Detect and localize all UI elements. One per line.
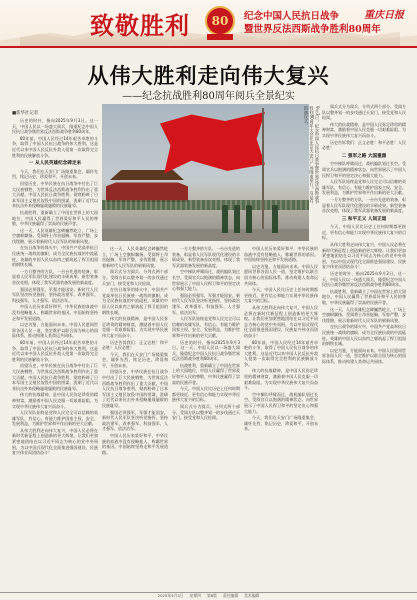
- paragraph: 伟大的抗战精神，是中国人民弥足珍贵的精神财富，激励着中国人民克服一切艰难险阻、为实现中华民族伟大复兴而奋斗。: [244, 368, 318, 391]
- paragraph: 在抗日战争的烽火中，中国共产党高举抗日民族统一战线的旗帜，成为全民族抗战的中流砥柱。英雄的中国人民以血肉之躯筑起了捍卫祖国的钢铁长城。: [12, 245, 98, 268]
- paragraph: 今天，中国人民比历史上任何时期都更接近、更有信心和能力实现中华民族伟大复兴的目标。: [322, 224, 406, 241]
- page-subheadline: ——纪念抗战胜利80周年阅兵全景纪实: [122, 91, 295, 102]
- paragraph: 人民军队始终是党和人民完全可以信赖的英雄军队，有信心、有能力维护国家主权、安全、发展利益，为维护世界和平作出新的更大贡献。: [322, 179, 406, 196]
- masthead-banner: [0, 0, 417, 46]
- paragraph: 以史为鉴，方能面向未来。中国人民愿同世界各国人民一道，坚定维护以联合国为核心的国际体系，推动构建人类命运共同体。: [322, 347, 406, 364]
- paragraph: 历史的时针，指向2025年9月3日。这一天，中国人民以一场盛大阅兵，隆重纪念中国人民抗日战争暨世界反法西斯战争胜利80周年。: [12, 118, 98, 135]
- page-footer: [0, 592, 417, 600]
- section-heading: 三 和平正义 人间正道: [341, 216, 387, 222]
- paragraph: 今天，我们在天安门广场隆重集会，缅怀先烈，铭记历史，珍爱和平，开创未来。: [12, 168, 98, 180]
- paragraph: 从伟大胜利走向伟大复兴，中国人民必将在新时代新征程上创造新的更大辉煌。让我们更加紧密地团结在以习近平同志为核心的党中央周围，为以中国式现代化全面推进强国建设、民族复兴伟业而团结奋斗！: [12, 427, 98, 456]
- flagpole: [262, 108, 264, 240]
- paragraph: 抗战胜利，重新确立了中国在世界上的大国地位，中国人民赢得了世界爱好和平人民的尊敬，中华民族赢得了崇高的民族声誉。: [322, 288, 406, 305]
- paragraph: 强国必须强军，军强才能国安。新时代人民军队坚决听党指挥，坚持政治建军、改革强军、科技强军、人才强军、依法治军。: [12, 286, 98, 303]
- photo-caption: 9月3日，纪念中国人民抗日战争暨世界反法西斯战争胜利80周年大会在北京天安门广场隆重举行。这是升国旗仪式。: [304, 106, 320, 204]
- article-column-5: [244, 246, 318, 588]
- section-heading: 一 从人民英雄纪念碑走来: [28, 161, 82, 167]
- paragraph: 从伟大胜利走向伟大复兴，中国人民必将在新时代新征程上创造新的更大辉煌。让我们更加紧密地团结在以习近平同志为核心的党中央周围，为以中国式现代化全面推进强国建设、民族复兴伟业而团结奋斗！: [322, 242, 406, 270]
- paragraph: 今天，我们在天安门广场隆重集会，缅怀先烈，铭记历史，珍爱和平，开创未来。: [102, 351, 168, 368]
- paragraph: 以史为鉴，方能面向未来。中国人民愿同世界各国人民一道，坚定维护以联合国为核心的国际体系，推动构建人类命运共同体。: [12, 322, 98, 339]
- commemoration-line-1: 纪念中国人民抗日战争: [244, 11, 340, 22]
- paragraph: 这一天，人民英雄纪念碑巍然屹立，广场上空旗帜飘扬。受阅将士昂首挺胸，军容严整，步伐铿锵，展示着新时代人民军队的崭新风貌。: [102, 246, 168, 268]
- paragraph: 回望历史，中华民族在抗日战争中付出了巨大民族牺牲，为世界反法西斯战争胜利作出了重大贡献。中国人民抗日战争胜利，彻底粉碎了日本军国主义殖民奴役中国的图谋，洗刷了近代以来抗击外来侵略屡战屡败的民族耻辱。: [12, 180, 98, 209]
- paragraph: 今天，中国人民比历史上任何时期都更接近、更有信心和能力实现中华民族伟大复兴的目标。: [172, 386, 240, 403]
- paragraph: 一方方整齐的方队，一台台先进的装备，彰显着人民军队现代化建设的丰硕成果。新型装备首次亮相，体现了我军武器装备发展的新高度。: [12, 268, 98, 286]
- paragraph: 这一天，人民英雄纪念碑巍然屹立，广场上空旗帜飘扬。受阅将士昂首挺胸，军容严整，步伐铿锵，展示着新时代人民军队的崭新风貌。: [322, 306, 406, 323]
- paragraph: 一方方整齐的方队，一台台先进的装备，彰显着人民军队现代化建设的丰硕成果。新型装备首次亮相，体现了我军武器装备发展的新高度。: [322, 196, 406, 214]
- paragraph: 伟大的抗战精神，是中国人民弥足珍贵的精神财富，激励着中国人民克服一切艰难险阻、为实现中华民族伟大复兴而奋斗。: [102, 316, 168, 338]
- paragraph: 回望历史，中华民族在抗日战争中付出了巨大民族牺牲，为世界反法西斯战争胜利作出了重大贡献。中国人民抗日战争胜利，彻底粉碎了日本军国主义殖民奴役中国的图谋，洗刷了近代以来抗击外来侵略屡战屡败的民族耻辱。: [102, 369, 168, 409]
- paragraph: 历史的时针，指向2025年9月3日。这一天，中国人民以一场盛大阅兵，隆重纪念中国人民抗日战争暨世界反法西斯战争胜利80周年。: [322, 271, 406, 288]
- honor-guard: [234, 205, 240, 233]
- paragraph: 历史告诉我们：正义必胜！和平必胜！人民必胜！: [322, 139, 406, 151]
- emblem-ribbon: [207, 34, 233, 40]
- paragraph: 中国人民历来爱好和平，中华民族的血液中没有侵略他人、称霸世界的基因。中国始终坚持走和平发展道路。: [244, 246, 318, 263]
- paragraph: 今天，我们在天安门广场隆重集会，缅怀先烈，铭记历史，珍爱和平，开创未来。: [244, 415, 318, 432]
- emblem-number: 80: [211, 14, 229, 28]
- paragraph: 历史告诉我们：正义必胜！和平必胜！人民必胜！: [102, 339, 168, 351]
- flag-raising-photo: [102, 104, 309, 241]
- paragraph: 强国必须强军，军强才能国安。新时代人民军队坚决听党指挥，坚持政治建军、改革强军、科技强军、人才强军、依法治军。: [102, 409, 168, 432]
- paragraph: 这一天，人民英雄纪念碑巍然屹立，广场上空旗帜飘扬。受阅将士昂首挺胸，军容严整，步伐铿锵，展示着新时代人民军队的崭新风貌。: [12, 227, 98, 244]
- paragraph: 80年前，中国人民经过14年艰苦卓绝的斗争，取得了中国人民抗日战争的伟大胜利。这是近代以来中国人民反抗外敌入侵第一次取得完全胜利的民族解放斗争。: [244, 339, 318, 367]
- paragraph: 人民军队始终是党和人民完全可以信赖的英雄军队，有信心、有能力维护国家主权、安全、发展利益，为维护世界和平作出新的更大贡献。: [172, 316, 240, 338]
- article-column-2: [322, 104, 406, 588]
- paragraph: 今天，中国人民比历史上任何时期都更接近、更有信心和能力实现中华民族伟大复兴的目标。: [244, 287, 318, 304]
- anniversary-emblem-icon: [205, 6, 235, 36]
- paragraph: 空中梯队呼啸而过，战机编队划过长空。受阅官兵以饱满的精神状态，向世界展示了中国人民捍卫和平的坚定决心和强大能力。: [172, 269, 240, 292]
- issue-weekday: 星期四: [189, 593, 201, 598]
- paragraph: 阅兵式分为阅兵、分列式两个部分。受阅方队以整齐划一的步伐通过天安门，接受党和人民检阅。: [322, 104, 406, 121]
- byline: ■新华社记者: [12, 111, 39, 116]
- paragraph: 空中梯队呼啸而过，战机编队划过长空。受阅官兵以饱满的精神状态，向世界展示了中国人民捍卫和平的坚定决心和强大能力。: [322, 161, 406, 178]
- page-number: 第8版: [206, 593, 217, 598]
- section-heading: 二 强军之路 大国重器: [341, 153, 387, 159]
- page-headline: 从伟大胜利走向伟大复兴: [87, 63, 330, 88]
- article-column-1: [12, 118, 98, 588]
- paragraph: 中国人民历来爱好和平，中华民族的血液中没有侵略他人、称霸世界的基因。中国始终坚持走和平发展道路。: [12, 304, 98, 321]
- paragraph: 在抗日战争的烽火中，中国共产党高举抗日民族统一战线的旗帜，成为全民族抗战的中流砥柱。英雄的中国人民以血肉之躯筑起了捍卫祖国的钢铁长城。: [102, 287, 168, 315]
- designer-credit: 美术编辑: [244, 593, 260, 598]
- paragraph: 在抗日战争的烽火中，中国共产党高举抗日民族统一战线的旗帜，成为全民族抗战的中流砥柱。英雄的中国人民以血肉之躯筑起了捍卫祖国的钢铁长城。: [322, 324, 406, 347]
- masthead-divider: [0, 46, 417, 48]
- commemoration-title: [244, 10, 381, 36]
- commemoration-line-2: 暨世界反法西斯战争胜利80周年: [244, 24, 381, 35]
- paragraph: 抗战胜利，重新确立了中国在世界上的大国地位，中国人民赢得了世界爱好和平人民的尊敬，中华民族赢得了崇高的民族声誉。: [172, 362, 240, 385]
- honor-guard: [272, 205, 278, 233]
- paragraph: 80年前，中国人民经过14年艰苦卓绝的斗争，取得了中国人民抗日战争的伟大胜利。这是近代以来中国人民反抗外敌入侵第一次取得完全胜利的民族解放斗争。: [12, 339, 98, 362]
- paragraph: 抗战胜利，重新确立了中国在世界上的大国地位，中国人民赢得了世界爱好和平人民的尊敬，中华民族赢得了崇高的民族声誉。: [12, 209, 98, 227]
- paragraph: 人民军队始终是党和人民完全可以信赖的英雄军队，有信心、有能力维护国家主权、安全、发展利益，为维护世界和平作出新的更大贡献。: [12, 410, 98, 427]
- tiananmen-roof: [110, 170, 184, 180]
- article-column-4: [172, 246, 240, 588]
- paragraph: 一方方整齐的方队，一台台先进的装备，彰显着人民军队现代化建设的丰硕成果。新型装备首次亮相，体现了我军武器装备发展的新高度。: [172, 246, 240, 268]
- paragraph: 以史为鉴，方能面向未来。中国人民愿同世界各国人民一道，坚定维护以联合国为核心的国际体系，推动构建人类命运共同体。: [244, 263, 318, 286]
- paragraph: 阅兵式分为阅兵、分列式两个部分。受阅方队以整齐划一的步伐通过天安门，接受党和人民检阅。: [172, 404, 240, 421]
- paragraph: 伟大的抗战精神，是中国人民弥足珍贵的精神财富，激励着中国人民克服一切艰难险阻、为实现中华民族伟大复兴而奋斗。: [322, 121, 406, 138]
- paragraph: 空中梯队呼啸而过，战机编队划过长空。受阅官兵以饱满的精神状态，向世界展示了中国人民捍卫和平的坚定决心和强大能力。: [244, 391, 318, 414]
- national-flag: [160, 112, 265, 176]
- editor-credit: 责任编辑: [222, 593, 239, 598]
- paragraph: 回望历史，中华民族在抗日战争中付出了巨大民族牺牲，为世界反法西斯战争胜利作出了重大贡献。中国人民抗日战争胜利，彻底粉碎了日本军国主义殖民奴役中国的图谋，洗刷了近代以来抗击外来侵略屡战屡败的民族耻辱。: [12, 363, 98, 391]
- paragraph: 强国必须强军，军强才能国安。新时代人民军队坚决听党指挥，坚持政治建军、改革强军、科技强军、人才强军、依法治军。: [172, 292, 240, 315]
- newspaper-logo: 重庆日报: [364, 10, 404, 21]
- paragraph: 历史的时针，指向2025年9月3日。这一天，中国人民以一场盛大阅兵，隆重纪念中国人民抗日战争暨世界反法西斯战争胜利80周年。: [172, 339, 240, 362]
- article-column-3: [102, 246, 168, 588]
- honor-guard: [222, 205, 228, 233]
- honor-guard: [246, 205, 252, 233]
- section-kicker: 致敬胜利: [90, 11, 190, 40]
- paragraph: 80年前，中国人民经过14年艰苦卓绝的斗争，取得了中国人民抗日战争的伟大胜利。这是近代以来中国人民反抗外敌入侵第一次取得完全胜利的民族解放斗争。: [12, 135, 98, 158]
- issue-date: 2025年9月4日: [157, 593, 184, 598]
- paragraph: 中国人民历来爱好和平，中华民族的血液中没有侵略他人、称霸世界的基因。中国始终坚持走和平发展道路。: [102, 433, 168, 455]
- paragraph: 阅兵式分为阅兵、分列式两个部分。受阅方队以整齐划一的步伐通过天安门，接受党和人民检阅。: [102, 269, 168, 286]
- paragraph: 从伟大胜利走向伟大复兴，中国人民必将在新时代新征程上创造新的更大辉煌。让我们更加紧密地团结在以习近平同志为核心的党中央周围，为以中国式现代化全面推进强国建设、民族复兴伟业而团结奋斗！: [244, 304, 318, 338]
- paragraph: 伟大的抗战精神，是中国人民弥足珍贵的精神财富，激励着中国人民克服一切艰难险阻、为实现中华民族伟大复兴而奋斗。: [12, 392, 98, 409]
